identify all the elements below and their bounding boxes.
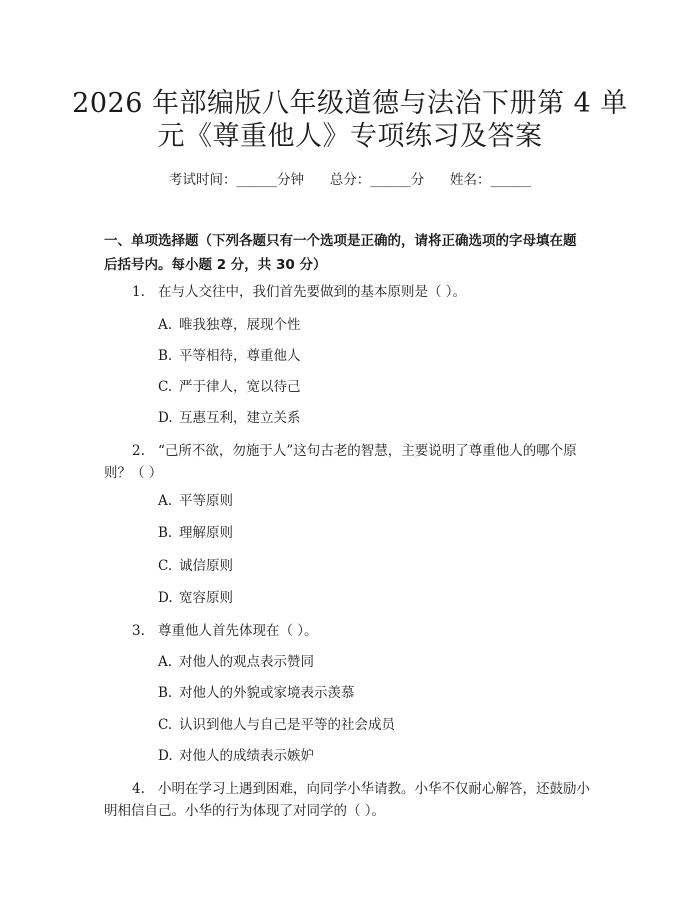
option-letter: C.: [158, 558, 173, 574]
option-letter: C.: [158, 379, 173, 395]
option-letter: B.: [158, 685, 173, 701]
question-text: 在与人交往中，我们首先要做到的基本原则是（ ）。: [158, 284, 467, 300]
exam-info: 考试时间：______分钟 总分：______分 姓名：______: [169, 172, 531, 188]
option-letter: D.: [158, 590, 173, 606]
question-number: 2.: [132, 443, 145, 459]
option-letter: A.: [158, 317, 173, 333]
option-text: 平等相待，尊重他人: [179, 348, 301, 364]
section-heading-line-2: 后括号内。每小题 2 分，共 30 分）: [104, 257, 327, 273]
option-letter: C.: [158, 717, 173, 733]
option-text: 平等原则: [179, 493, 233, 509]
option-text: 对他人的外貌或家境表示羡慕: [179, 685, 355, 701]
question-number: 3.: [132, 623, 145, 639]
option-text: 认识到他人与自己是平等的社会成员: [179, 717, 395, 733]
option-text: 宽容原则: [179, 590, 233, 606]
option-letter: D.: [158, 748, 173, 764]
question-number: 4.: [132, 781, 145, 797]
option-letter: B.: [158, 348, 173, 364]
option-text: 诚信原则: [179, 558, 233, 574]
option-text: 理解原则: [179, 525, 233, 541]
option-letter: A.: [158, 654, 173, 670]
option-letter: A.: [158, 493, 173, 509]
option-text: 对他人的成绩表示嫉妒: [179, 748, 314, 764]
question-text: 小明在学习上遇到困难，向同学小华请教。小华不仅耐心解答，还鼓励小: [158, 781, 590, 797]
option-text: 互惠互利，建立关系: [179, 410, 301, 426]
option-text: 严于律人，宽以待己: [179, 379, 301, 395]
option-letter: B.: [158, 525, 173, 541]
section-heading-line-1: 一、单项选择题（下列各题只有一个选项是正确的，请将正确选项的字母填在题: [104, 233, 577, 249]
option-text: 对他人的观点表示赞同: [179, 654, 314, 670]
question-text: “己所不欲，勿施于人”这句古老的智慧，主要说明了尊重他人的哪个原: [158, 443, 577, 459]
question-text-continued: 则？（ ）: [104, 465, 163, 481]
option-text: 唯我独尊，展现个性: [179, 317, 301, 333]
document-title-line-1: 2026 年部编版八年级道德与法治下册第 4 单: [72, 88, 628, 119]
question-text: 尊重他人首先体现在（ ）。: [158, 623, 318, 639]
option-letter: D.: [158, 410, 173, 426]
question-number: 1.: [132, 284, 145, 300]
document-title-line-2: 元《尊重他人》专项练习及答案: [157, 121, 543, 152]
question-text-continued: 明相信自己。小华的行为体现了对同学的（ ）。: [104, 803, 386, 819]
